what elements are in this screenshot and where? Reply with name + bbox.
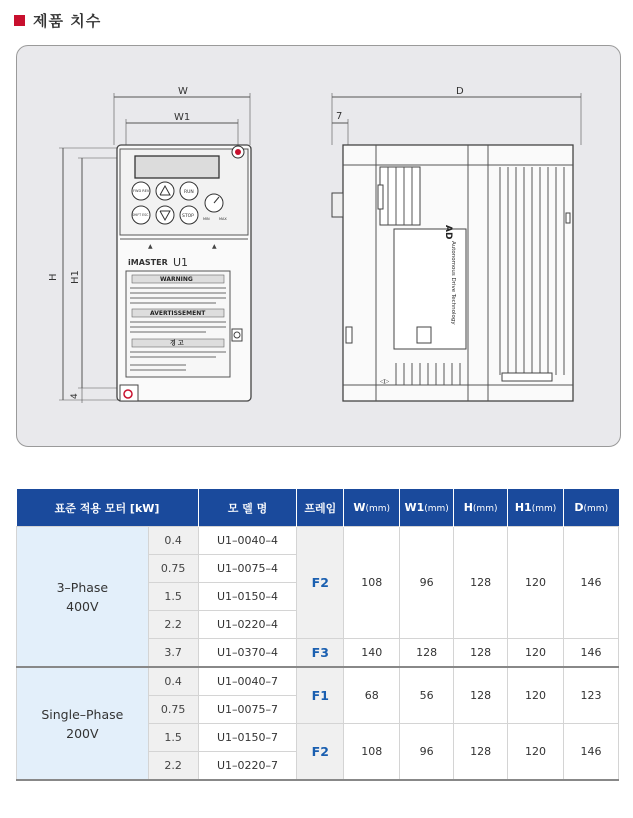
- header-d: [564, 489, 619, 527]
- w1-cell: 56: [400, 667, 454, 724]
- header-model: 모 델 명: [198, 489, 297, 527]
- d-cell: 146: [564, 724, 619, 781]
- header-h-label: H: [463, 501, 473, 514]
- w1-cell: 96: [400, 724, 454, 781]
- w-cell: 140: [344, 639, 400, 668]
- model-cell: U1–0150–7: [198, 724, 297, 752]
- group-label-line1: Single–Phase: [41, 706, 124, 722]
- table-header-row: [17, 489, 619, 527]
- w1-cell: 128: [400, 639, 454, 668]
- group-label-line1: 3–Phase: [56, 579, 109, 595]
- pot-min-label: MIN: [203, 217, 210, 221]
- model-cell: U1–0040–7: [198, 667, 297, 696]
- dim-label-w: W: [178, 86, 188, 97]
- brand-label: iMASTER: [128, 258, 168, 267]
- table-row: [17, 527, 619, 555]
- frame-cell: F2: [297, 724, 344, 781]
- dimension-drawing: [16, 45, 619, 445]
- side-logo: AD: [443, 225, 453, 240]
- dim-label-w1: W1: [174, 112, 191, 123]
- front-view: [59, 93, 251, 403]
- section-title: [14, 10, 101, 31]
- svg-text:▲: ▲: [212, 243, 217, 250]
- kw-cell: 2.2: [148, 611, 198, 639]
- dim-label-4: 4: [70, 393, 80, 399]
- key-fwd-rev-label: FWD REV: [133, 189, 150, 193]
- model-cell: U1–0220–7: [198, 752, 297, 781]
- kw-cell: 3.7: [148, 639, 198, 668]
- dim-label-h: H: [48, 273, 59, 281]
- h-cell: 128: [454, 667, 508, 724]
- group-label-line2: 400V: [66, 598, 99, 614]
- header-frame: 프레임: [297, 489, 344, 527]
- header-w: [344, 489, 400, 527]
- kw-cell: 1.5: [148, 583, 198, 611]
- h1-cell: 120: [508, 724, 564, 781]
- key-run-label: RUN: [184, 190, 194, 195]
- side-brand-line: Autonomous Drive Technology: [450, 241, 456, 325]
- warning-title: WARNING: [160, 276, 193, 283]
- header-h1-unit: (mm): [531, 504, 557, 514]
- w-cell: 108: [344, 527, 400, 639]
- svg-text:◁▷: ◁▷: [380, 378, 390, 385]
- h-cell: 128: [454, 724, 508, 781]
- pot-max-label: MAX: [219, 217, 227, 221]
- model-cell: U1–0075–4: [198, 555, 297, 583]
- table-row: [17, 667, 619, 696]
- group-single-phase-200v: [17, 667, 149, 780]
- kw-cell: 1.5: [148, 724, 198, 752]
- kr-warning-title: 경 고: [170, 340, 184, 347]
- model-cell: U1–0150–4: [198, 583, 297, 611]
- kw-cell: 0.4: [148, 667, 198, 696]
- kw-cell: 0.75: [148, 555, 198, 583]
- dim-label-h1: H1: [70, 270, 81, 284]
- header-d-unit: (mm): [583, 504, 609, 514]
- section-title-text: 제품 치수: [33, 12, 102, 30]
- model-cell: U1–0040–4: [198, 527, 297, 555]
- d-cell: 146: [564, 639, 619, 668]
- header-w1-label: W1: [404, 501, 425, 514]
- header-motor: 표준 적용 모터 [kW]: [17, 489, 199, 527]
- header-w1: [400, 489, 454, 527]
- kw-cell: 0.4: [148, 527, 198, 555]
- model-label: U1: [173, 256, 189, 269]
- model-cell: U1–0370–4: [198, 639, 297, 668]
- key-stop-label: STOP: [182, 214, 194, 219]
- h1-cell: 120: [508, 667, 564, 724]
- w1-cell: 96: [400, 527, 454, 639]
- svg-text:▲: ▲: [148, 243, 153, 250]
- model-cell: U1–0075–7: [198, 696, 297, 724]
- frame-cell: F1: [297, 667, 344, 724]
- header-h1: [508, 489, 564, 527]
- w-cell: 68: [344, 667, 400, 724]
- header-d-label: D: [574, 501, 584, 514]
- avertissement-title: AVERTISSEMENT: [150, 310, 206, 317]
- d-cell: 123: [564, 667, 619, 724]
- d-cell: 146: [564, 527, 619, 639]
- h1-cell: 120: [508, 639, 564, 668]
- dim-label-7: 7: [336, 111, 343, 122]
- group-label-line2: 200V: [66, 725, 99, 741]
- group-3phase-400v: [17, 527, 149, 668]
- kw-cell: 0.75: [148, 696, 198, 724]
- header-w-label: W: [353, 501, 366, 514]
- w-cell: 108: [344, 724, 400, 781]
- model-cell: U1–0220–4: [198, 611, 297, 639]
- frame-cell: F2: [297, 527, 344, 639]
- header-w-unit: (mm): [365, 504, 391, 514]
- key-shift-esc-label: SHIFT ESC: [132, 213, 149, 217]
- dim-label-d: D: [456, 86, 464, 97]
- header-w1-unit: (mm): [424, 504, 449, 514]
- red-square-bullet-icon: [14, 15, 25, 26]
- kw-cell: 2.2: [148, 752, 198, 781]
- frame-cell: F3: [297, 639, 344, 668]
- h1-cell: 120: [508, 527, 564, 639]
- spec-table: [16, 489, 619, 781]
- h-cell: 128: [454, 639, 508, 668]
- h-cell: 128: [454, 527, 508, 639]
- header-h-unit: (mm): [472, 504, 498, 514]
- header-h1-label: H1: [514, 501, 532, 514]
- header-h: [454, 489, 508, 527]
